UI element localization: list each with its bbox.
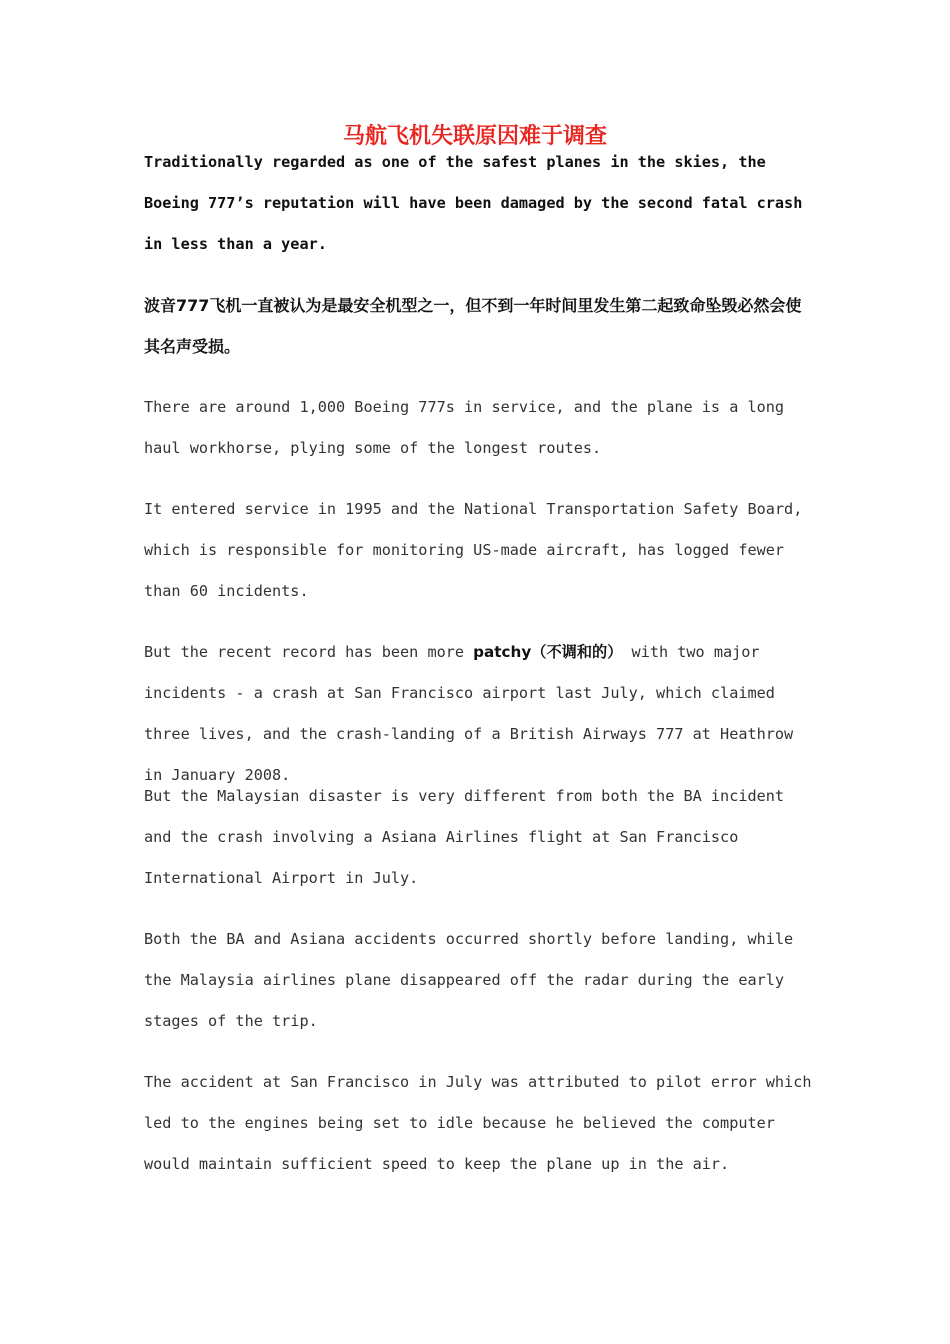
accidents-paragraph: Both the BA and Asiana accidents occurred shortly before landing, while the Malaysia airlines plane disappeared off the radar during the early stages of the trip. [144, 930, 794, 1030]
malaysian-disaster-paragraph: But the Malaysian disaster is very different from both the BA incident and the crash involving a Asiana Airlines flight at San Francisco International Airport in July. [144, 787, 785, 887]
record-text-after: with two major incidents - a crash at San Francisco airport last July, which claimed three lives, and the crash-landing of a British Airways 777 at Heathrow in January 2008. [144, 643, 794, 784]
record-text-before: But the recent record has been more [144, 643, 474, 661]
pilot-error-paragraph: The accident at San Francisco in July was attributed to pilot error which led to the engines being set to idle because he believed the computer would maintain sufficient speed to keep the plane up in the air. [144, 1073, 812, 1173]
intro-english-paragraph: Traditionally regarded as one of the safest planes in the skies, the Boeing 777’s reputation will have been damaged by the second fatal crash in less than a year. [144, 153, 803, 253]
fleet-paragraph: There are around 1,000 Boeing 777s in service, and the plane is a long haul workhorse, plying some of the longest routes. [144, 398, 785, 457]
record-paragraph [144, 632, 814, 796]
vocabulary-gloss: patchy（不调和的） [473, 643, 623, 661]
intro-chinese-paragraph: 波音777飞机一直被认为是最安全机型之一，但不到一年时间里发生第二起致命坠毁必然会使其名声受损。 [144, 296, 802, 356]
service-paragraph: It entered service in 1995 and the National Transportation Safety Board, which is responsible for monitoring US-made aircraft, has logged fewer than 60 incidents. [144, 500, 803, 600]
document-title: 马航飞机失联原因难于调查 [342, 123, 607, 149]
